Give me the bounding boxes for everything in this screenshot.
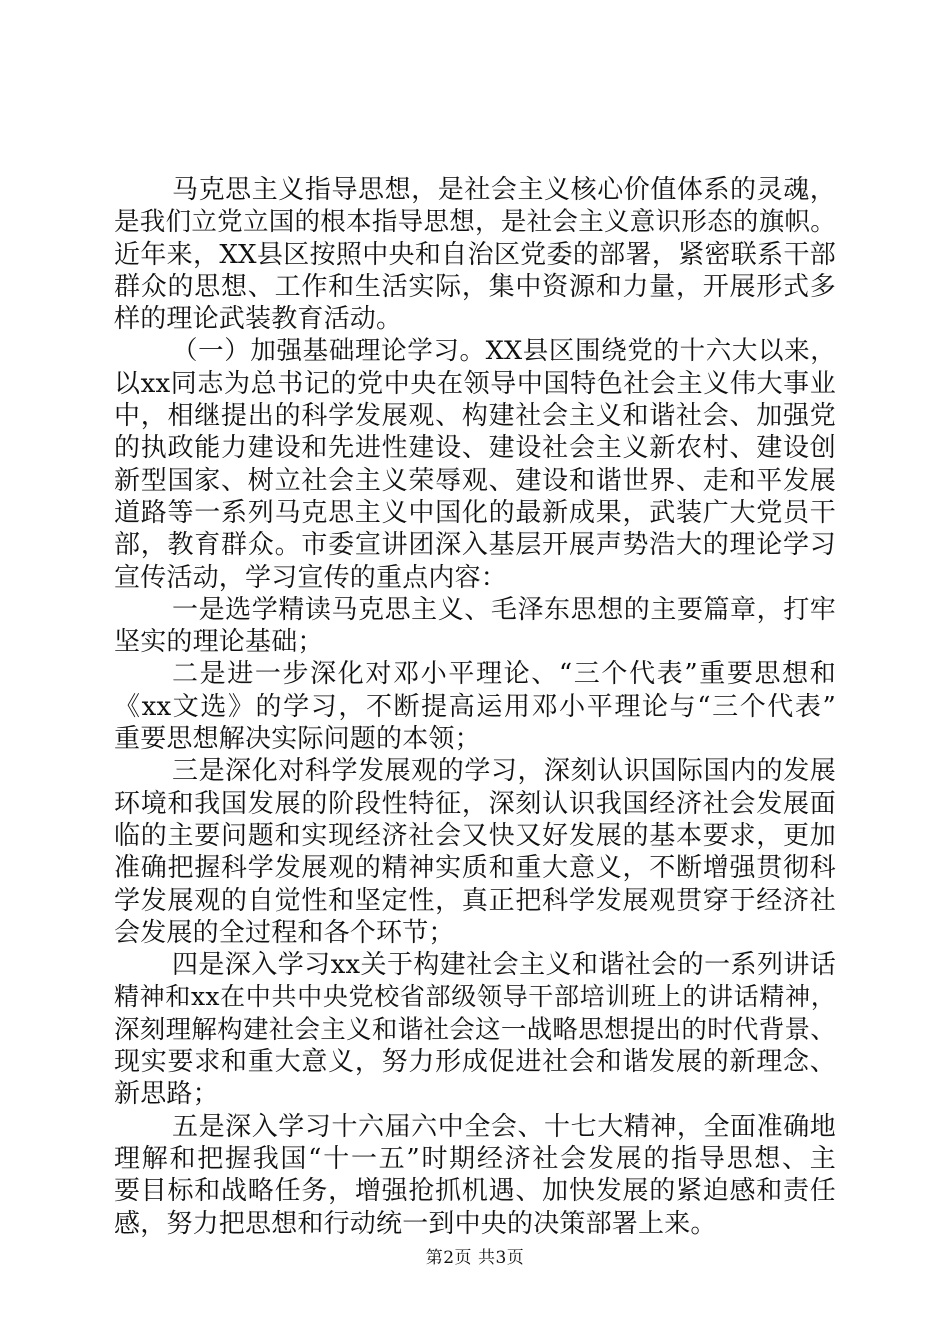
page-footer: 第2页 共3页 [425,1248,525,1268]
paragraph-line: 样的理论武装教育活动。 [114,304,403,335]
list-item-line: 会发展的全过程和各个环节； [114,917,455,948]
list-item-line: 一是选学精读马克思主义、毛泽东思想的主要篇章，打牢 [172,594,836,625]
list-item-line: 深刻理解构建社会主义和谐社会这一战略思想提出的时代背景、 [114,1014,836,1045]
list-item-line: 现实要求和重大意义，努力形成促进社会和谐发展的新理念、 [114,1047,836,1078]
paragraph-line: 新型国家、树立社会主义荣辱观、建设和谐世界、走和平发展 [114,465,836,496]
list-item-line: 理解和把握我国“十一五”时期经济社会发展的指导思想、主 [114,1143,836,1174]
list-item-line: 准确把握科学发展观的精神实质和重大意义，不断增强贯彻科 [114,853,836,884]
list-item-line: 感，努力把思想和行动统一到中央的决策部署上来。 [114,1208,717,1239]
list-item-line: 新思路； [114,1079,219,1110]
list-item-line: 坚实的理论基础； [114,627,324,658]
paragraph-line: 中，相继提出的科学发展观、构建社会主义和谐社会、加强党 [114,401,836,432]
list-item-line: 学发展观的自觉性和坚定性，真正把科学发展观贯穿于经济社 [114,885,836,916]
section-heading-line: （一）加强基础理论学习。XX县区围绕党的十六大以来， [172,336,836,367]
paragraph-line: 是我们立党立国的根本指导思想，是社会主义意识形态的旗帜。 [114,207,836,238]
body-text [114,174,836,1240]
list-item-line: 五是深入学习十六届六中全会、十七大精神，全面准确地 [172,1111,836,1142]
list-item-line: 二是进一步深化对邓小平理论、“三个代表”重要思想和 [172,659,836,690]
paragraph-line: 群众的思想、工作和生活实际，集中资源和力量，开展形式多 [114,271,836,302]
list-item-line: 环境和我国发展的阶段性特征，深刻认识我国经济社会发展面 [114,788,836,819]
paragraph-line: 部，教育群众。市委宣讲团深入基层开展声势浩大的理论学习 [114,530,836,561]
paragraph-line: 近年来，XX县区按照中央和自治区党委的部署，紧密联系干部 [114,239,836,270]
paragraph-line: 道路等一系列马克思主义中国化的最新成果，武装广大党员干 [114,497,836,528]
list-item-line: 四是深入学习xx关于构建社会主义和谐社会的一系列讲话 [172,950,836,981]
list-item-line: 《xx文选》的学习，不断提高运用邓小平理论与“三个代表” [114,691,836,722]
paragraph-line: 宣传活动，学习宣传的重点内容： [114,562,508,593]
list-item-line: 三是深化对科学发展观的学习，深刻认识国际国内的发展 [172,756,836,787]
list-item-line: 重要思想解决实际问题的本领； [114,724,481,755]
paragraph-line: 马克思主义指导思想，是社会主义核心价值体系的灵魂， [172,175,836,205]
list-item-line: 要目标和战略任务，增强抢抓机遇、加快发展的紧迫感和责任 [114,1176,836,1207]
paragraph-line: 的执政能力建设和先进性建设、建设社会主义新农村、建设创 [114,433,836,464]
list-item-line: 精神和xx在中共中央党校省部级领导干部培训班上的讲话精神， [114,982,836,1012]
paragraph-line: 以xx同志为总书记的党中央在领导中国特色社会主义伟大事业 [114,368,836,399]
list-item-line: 临的主要问题和实现经济社会又快又好发展的基本要求，更加 [114,820,836,851]
